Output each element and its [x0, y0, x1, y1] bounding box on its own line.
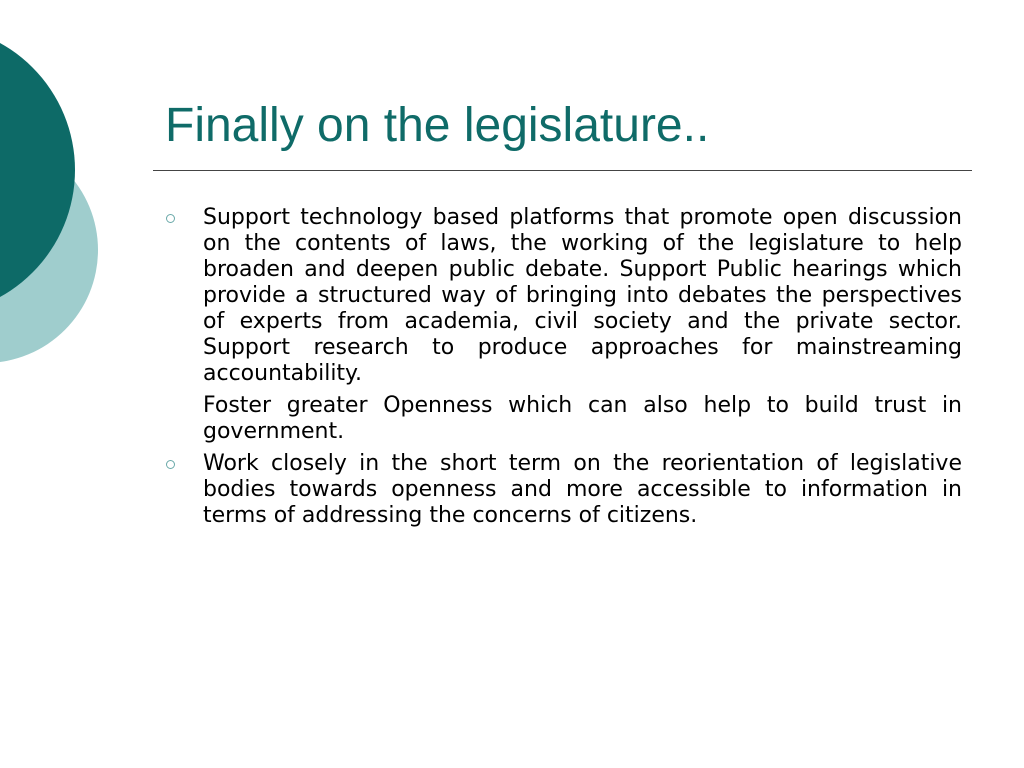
- bullet-paragraph-reorientation: [162, 451, 962, 529]
- continuation-paragraph-openness: [162, 393, 962, 445]
- title-divider: [153, 170, 972, 171]
- slide-title: Finally on the legislature..: [165, 99, 710, 152]
- paragraph-text: Work closely in the short term on the reorientation of legislative bodies towards openness and more accessible to information in terms of addressing the concerns of citizens.: [203, 451, 962, 528]
- paragraph-text: Support technology based platforms that promote open discussion on the contents of laws, the working of the legislature to help broaden and deepen public debate. Support Public hearings which provide a structured way of bringing into debates the perspectives of experts from academia, civil society and the private sector. Support research to produce approaches for mainstreaming accountability.: [203, 205, 962, 386]
- bullet-paragraph-technology: [162, 205, 962, 387]
- hollow-circle-bullet-icon: [166, 214, 175, 223]
- slide-body: [162, 205, 962, 535]
- paragraph-text: Foster greater Openness which can also help to build trust in government.: [203, 393, 962, 444]
- decorative-circles: [0, 0, 120, 420]
- hollow-circle-bullet-icon: [166, 460, 175, 469]
